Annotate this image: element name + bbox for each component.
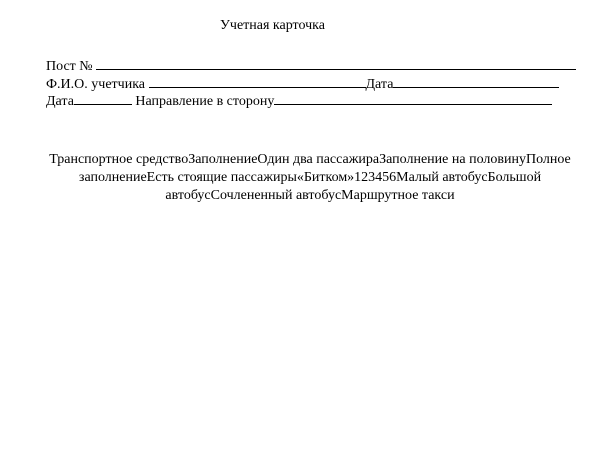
direction-label: Направление в сторону (135, 94, 275, 109)
post-label: Пост № (46, 59, 93, 74)
document-title: Учетная карточка (220, 18, 325, 33)
post-blank (96, 56, 576, 70)
date-blank-1 (393, 74, 559, 88)
date-label-1: Дата (365, 77, 394, 92)
body-text: Транспортное средствоЗаполнениеОдин два пассажираЗаполнение на половинуПолное заполнениеЕсть стоящие пассажиры«Битком»123456Малый автобусБольшой автобусСочлененный автобусМаршрутное такси (49, 152, 571, 203)
date-blank-2 (74, 91, 132, 105)
post-line (46, 56, 576, 75)
fio-label: Ф.И.О. учетчика (46, 77, 145, 92)
fio-blank (149, 74, 366, 88)
date-direction-line (46, 91, 552, 110)
direction-blank (274, 91, 552, 105)
date-label-2: Дата (46, 94, 74, 109)
